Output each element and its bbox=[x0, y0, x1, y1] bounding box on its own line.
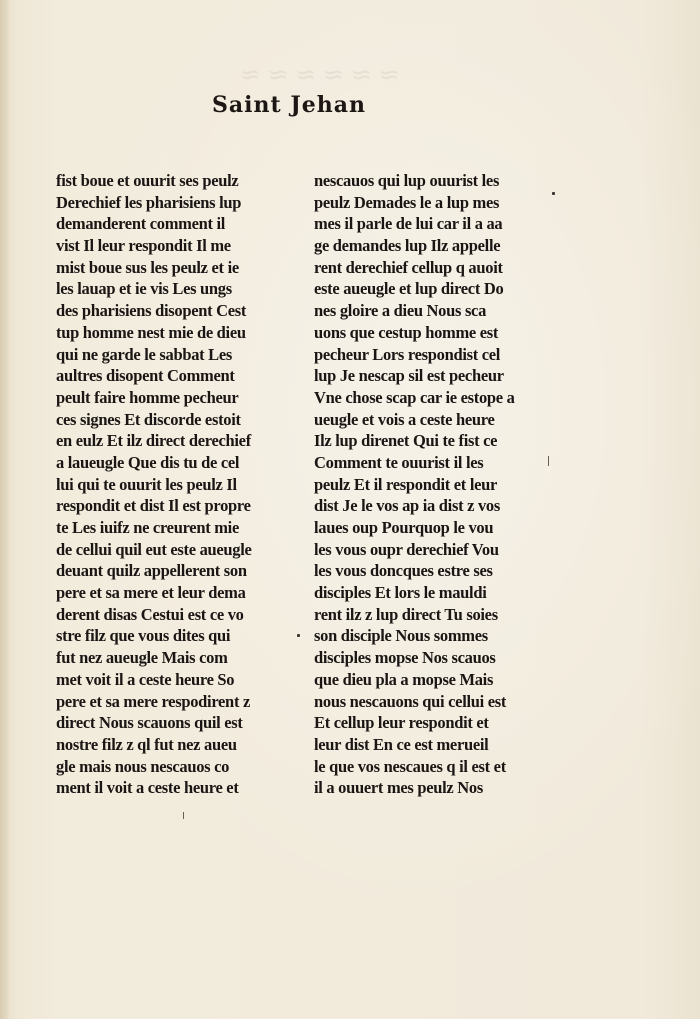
text-column-left bbox=[56, 170, 278, 799]
text-line: Ilz lup direnet Qui te fist ce bbox=[314, 431, 498, 451]
text-line: mist boue sus les peulz et ie bbox=[56, 257, 239, 277]
ink-speck bbox=[552, 192, 555, 195]
page-gutter-shadow bbox=[0, 0, 10, 1019]
text-line: ment il voit a ceste heure et bbox=[56, 778, 239, 798]
text-line: peulz Et il respondit et leur bbox=[314, 474, 498, 494]
text-line: leur dist En ce est merueil bbox=[314, 734, 489, 754]
text-line: ueugle et vois a ceste heure bbox=[314, 409, 495, 429]
text-line: respondit et dist Il est propre bbox=[56, 496, 251, 516]
text-line: pecheur Lors respondist cel bbox=[314, 344, 501, 364]
text-line: gle mais nous nescauos co bbox=[56, 756, 230, 776]
text-line: peult faire homme pecheur bbox=[56, 387, 239, 407]
text-line: fist boue et ouurit ses peulz bbox=[56, 171, 239, 190]
text-line: en eulz Et ilz direct derechief bbox=[56, 431, 251, 451]
text-line: de cellui quil eut este aueugle bbox=[56, 539, 252, 559]
text-line: rent derechief cellup q auoit bbox=[314, 257, 503, 277]
text-line: stre filz que vous dites qui bbox=[56, 626, 231, 646]
text-line: a laueugle Que dis tu de cel bbox=[56, 452, 240, 472]
text-line: aultres disopent Comment bbox=[56, 366, 235, 386]
text-line: derent disas Cestui est ce vo bbox=[56, 604, 244, 624]
text-line: rent ilz z lup direct Tu soies bbox=[314, 604, 498, 624]
text-line: met voit il a ceste heure So bbox=[56, 669, 235, 689]
text-line: il a ouuert mes peulz Nos bbox=[314, 778, 483, 798]
text-line: Vne chose scap car ie estope a bbox=[314, 387, 515, 407]
text-line: demanderent comment il bbox=[56, 214, 226, 234]
text-line: disciples mopse Nos scauos bbox=[314, 648, 496, 668]
margin-tick bbox=[548, 456, 549, 466]
text-line: Derechief les pharisiens lup bbox=[56, 192, 242, 212]
text-line: fut nez aueugle Mais com bbox=[56, 648, 228, 668]
text-line: nescauos qui lup ouurist les bbox=[314, 171, 500, 190]
text-line: ces signes Et discorde estoit bbox=[56, 409, 241, 429]
text-line: dist Je le vos ap ia dist z vos bbox=[314, 496, 500, 516]
text-line: nostre filz z ql fut nez aueu bbox=[56, 734, 237, 754]
text-line: laues oup Pourquop le vou bbox=[314, 518, 494, 537]
text-line: uons que cestup homme est bbox=[314, 322, 499, 342]
text-line: lup Je nescap sil est pecheur bbox=[314, 366, 504, 386]
text-line: Comment te ouurist il les bbox=[314, 452, 484, 472]
text-line: te Les iuifz ne creurent mie bbox=[56, 518, 239, 537]
text-line: mes il parle de lui car il a aa bbox=[314, 214, 503, 234]
show-through-bleed: ≈≈≈≈≈≈ bbox=[233, 60, 400, 90]
text-line: nous nescauons qui cellui est bbox=[314, 691, 507, 711]
text-line: qui ne garde le sabbat Les bbox=[56, 344, 233, 364]
text-line: pere et sa mere et leur dema bbox=[56, 583, 246, 603]
text-line: este aueugle et lup direct Do bbox=[314, 279, 504, 299]
text-line: deuant quilz appellerent son bbox=[56, 561, 247, 581]
text-line: son disciple Nous sommes bbox=[314, 626, 488, 646]
text-line: des pharisiens disopent Cest bbox=[56, 301, 247, 321]
text-line: disciples Et lors le mauldi bbox=[314, 583, 487, 603]
text-line: peulz Demades le a lup mes bbox=[314, 192, 500, 212]
text-line: vist Il leur respondit Il me bbox=[56, 236, 231, 256]
text-line: les lauap et ie vis Les ungs bbox=[56, 279, 232, 299]
text-line: ge demandes lup Ilz appelle bbox=[314, 236, 501, 256]
text-line: les vous doncques estre ses bbox=[314, 561, 493, 581]
text-line: pere et sa mere respodirent z bbox=[56, 691, 250, 711]
text-line: direct Nous scauons quil est bbox=[56, 713, 243, 733]
text-line: les vous oupr derechief Vou bbox=[314, 539, 499, 559]
text-line: lui qui te ouurit les peulz Il bbox=[56, 474, 237, 494]
text-column-right bbox=[314, 170, 550, 799]
margin-tick bbox=[183, 812, 184, 819]
text-line: que dieu pla a mopse Mais bbox=[314, 669, 494, 689]
text-line: nes gloire a dieu Nous sca bbox=[314, 301, 487, 321]
ink-speck bbox=[297, 634, 300, 637]
text-line: le que vos nescaues q il est et bbox=[314, 756, 506, 776]
text-line: Et cellup leur respondit et bbox=[314, 713, 489, 733]
text-line: tup homme nest mie de dieu bbox=[56, 322, 246, 342]
running-head: Saint Jehan bbox=[212, 92, 366, 118]
